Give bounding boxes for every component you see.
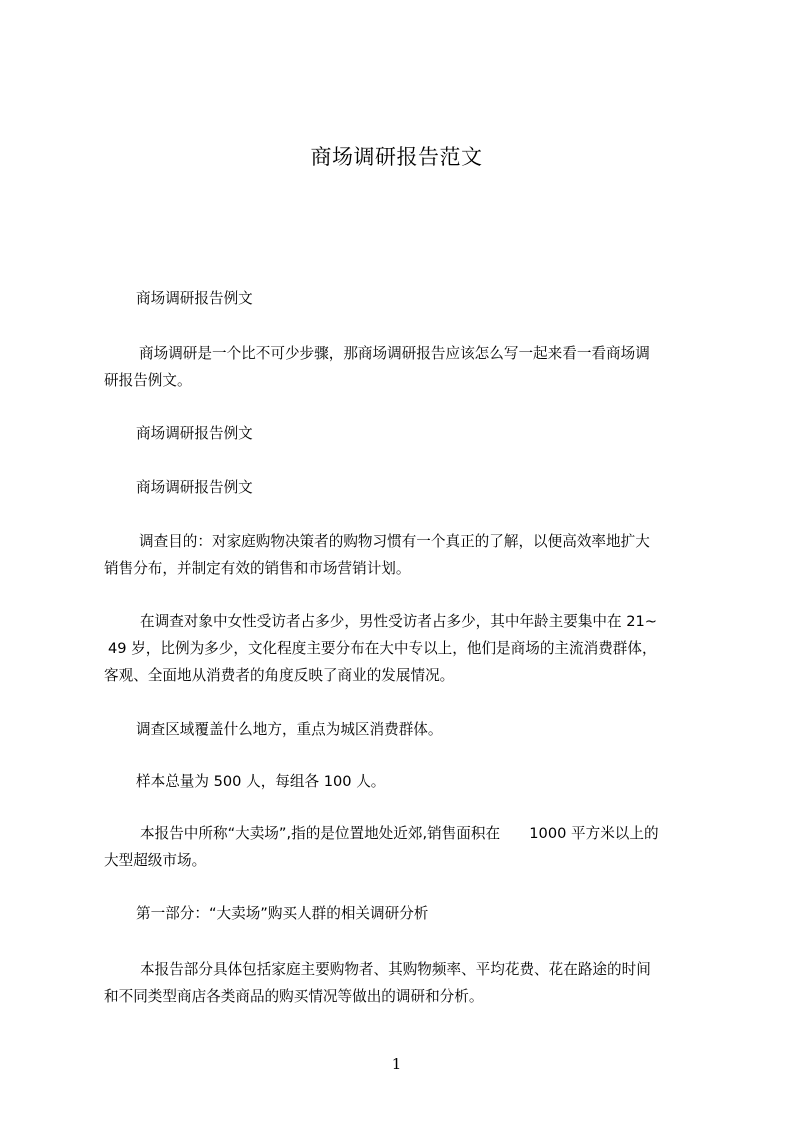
paragraph-line: 在调查对象中女性受访者占多少，男性受访者占多少，其中年龄主要集中在 21~ bbox=[140, 613, 658, 630]
paragraph-line: 商场调研报告例文 bbox=[136, 479, 253, 496]
paragraph-survey-area bbox=[104, 716, 708, 743]
paragraph-line: 和不同类型商店各类商品的购买情况等做出的调研和分析。 bbox=[104, 988, 484, 1005]
paragraph-line: 49 岁，比例为多少，文化程度主要分布在大中专以上，他们是商场的主流消费群体， bbox=[108, 640, 657, 657]
paragraph-line: 商场调研报告例文 bbox=[136, 290, 253, 307]
paragraph-survey-subjects bbox=[104, 608, 708, 689]
paragraph-line: 大型超级市场。 bbox=[104, 852, 207, 869]
paragraph-line: 样本总量为 500 人，每组各 100 人。 bbox=[136, 773, 386, 790]
paragraph-line: 研报告例文。 bbox=[104, 372, 192, 389]
paragraph-line: 商场调研是一个比不可少步骤，那商场调研报告应该怎么写一起来看一看商场调 bbox=[139, 345, 650, 362]
document-title: 商场调研报告范文 bbox=[310, 145, 483, 169]
paragraph-line: 本报告中所称“大卖场”,指的是位置地处近郊,销售面积在 1000 平方米以上的 bbox=[140, 825, 659, 842]
paragraph-line: 销售分布，并制定有效的销售和市场营销计划。 bbox=[104, 560, 411, 577]
page-number: 1 bbox=[391, 1055, 402, 1073]
paragraph-line: 本报告部分具体包括家庭主要购物者、其购物频率、平均花费、花在路途的时间 bbox=[140, 961, 651, 978]
paragraph-line: 调查目的：对家庭购物决策者的购物习惯有一个真正的了解，以便高效率地扩大 bbox=[139, 533, 650, 550]
paragraph-line: 调查区域覆盖什么地方，重点为城区消费群体。 bbox=[136, 721, 443, 738]
paragraph-report-scope bbox=[104, 956, 708, 1010]
paragraph-line: 客观、全面地从消费者的角度反映了商业的发展情况。 bbox=[104, 667, 455, 684]
paragraph-line: 商场调研报告例文 bbox=[136, 425, 253, 442]
paragraph-heading-example-2 bbox=[104, 420, 708, 447]
paragraph-hypermarket-definition bbox=[104, 820, 708, 874]
paragraph-sample-size bbox=[104, 768, 708, 795]
paragraph-intro bbox=[104, 340, 708, 394]
section-heading-part-one bbox=[104, 900, 708, 927]
paragraph-line: 第一部分：“大卖场”购买人群的相关调研分析 bbox=[136, 905, 429, 922]
paragraph-heading-example-1 bbox=[104, 285, 708, 312]
paragraph-heading-example-3 bbox=[104, 474, 708, 501]
paragraph-survey-purpose bbox=[104, 528, 708, 582]
